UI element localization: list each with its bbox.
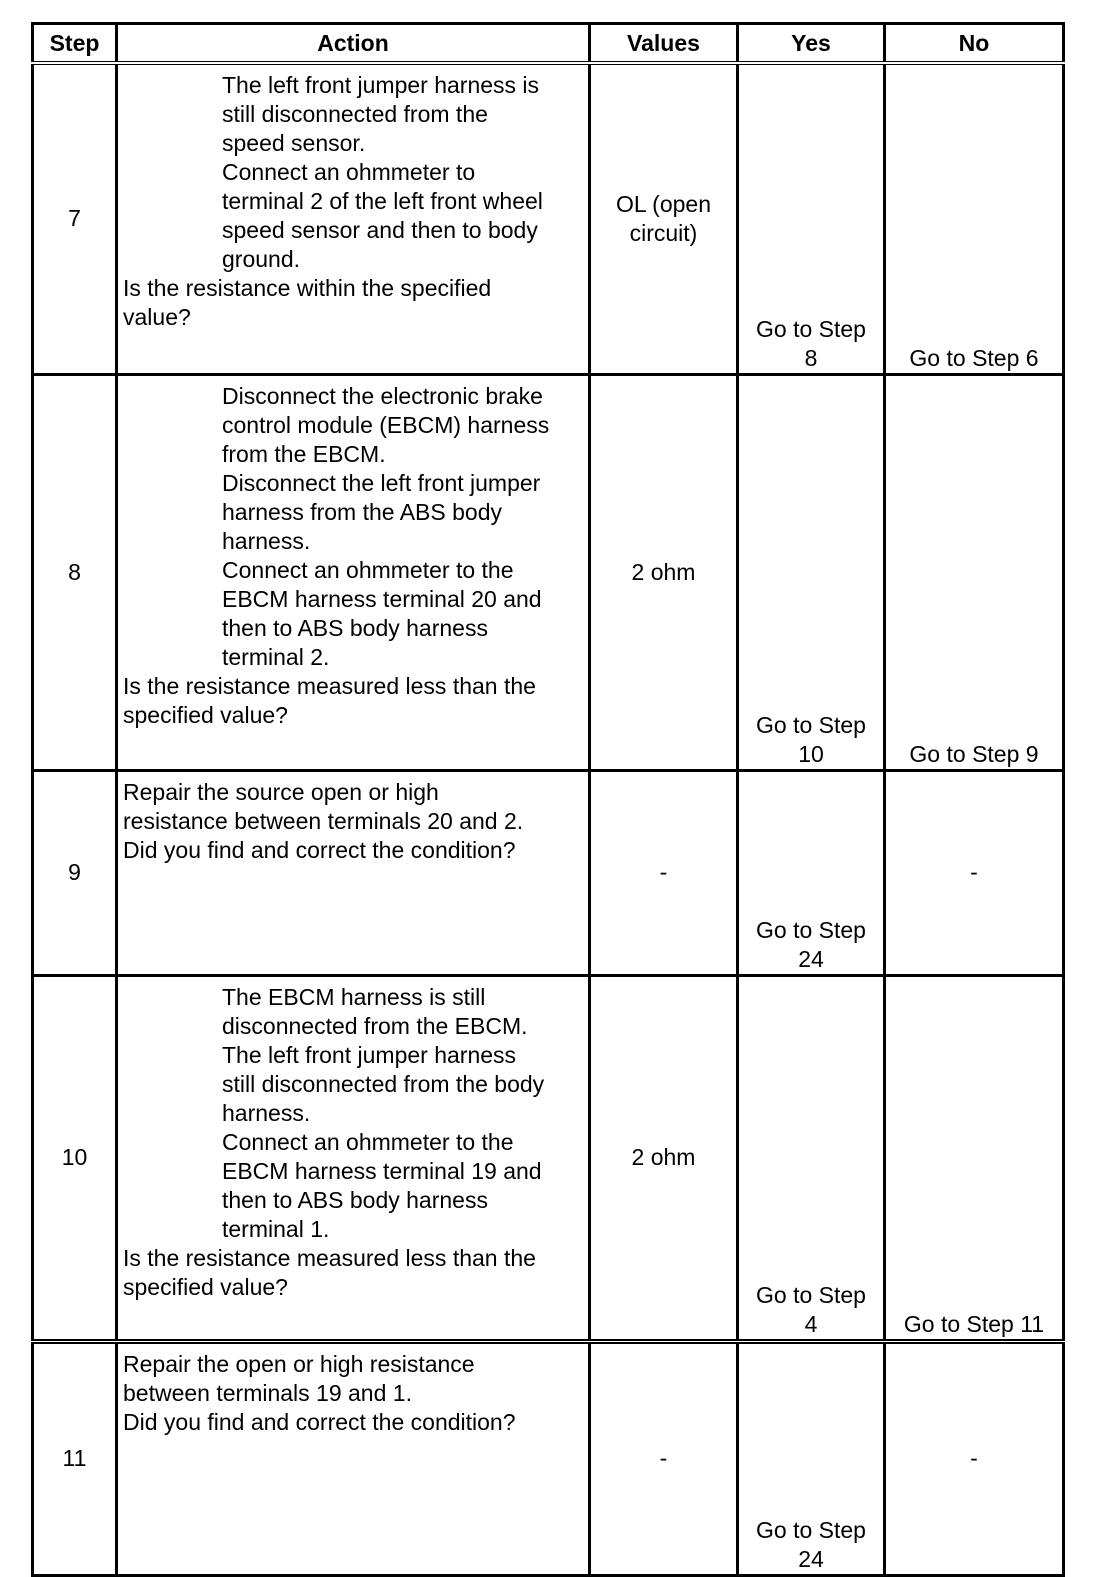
step-number: 10 bbox=[33, 975, 117, 1341]
header-row bbox=[33, 24, 1064, 64]
header-values: Values bbox=[590, 24, 738, 64]
action-cell bbox=[117, 374, 590, 770]
action-instructions: Repair the open or high resistance between terminals 19 and 1. bbox=[123, 1350, 475, 1406]
table-row-step-9 bbox=[33, 770, 1064, 975]
table-row-step-10 bbox=[33, 975, 1064, 1341]
action-question: Is the resistance measured less than the specified value? bbox=[123, 672, 536, 728]
header-yes: Yes bbox=[738, 24, 885, 64]
yes-cell: Go to Step 4 bbox=[738, 975, 885, 1341]
action-question: Did you find and correct the condition? bbox=[123, 836, 516, 863]
value-cell: 2 ohm bbox=[590, 374, 738, 770]
action-question: Did you find and correct the condition? bbox=[123, 1408, 516, 1435]
value-cell: 2 ohm bbox=[590, 975, 738, 1341]
step-number: 9 bbox=[33, 770, 117, 975]
action-cell bbox=[117, 770, 590, 975]
table-row-step-11 bbox=[33, 1341, 1064, 1575]
action-question: Is the resistance within the specified value? bbox=[123, 275, 492, 330]
yes-cell: Go to Step 24 bbox=[738, 1341, 885, 1575]
yes-cell: Go to Step 10 bbox=[738, 374, 885, 770]
no-cell: Go to Step 6 bbox=[885, 63, 1064, 374]
no-cell: - bbox=[885, 770, 1064, 975]
action-instructions: The EBCM harness is still disconnected from the EBCM. The left front jumper harness still disconnected from the body harness. Connect an ohmmeter to the EBCM harness terminal 19 and then to ABS body harness terminal 1. bbox=[222, 983, 545, 1242]
action-cell bbox=[117, 1341, 590, 1575]
action-cell bbox=[117, 63, 590, 374]
value-cell: OL (open circuit) bbox=[590, 63, 738, 374]
action-question: Is the resistance measured less than the specified value? bbox=[123, 1244, 536, 1300]
step-number: 8 bbox=[33, 374, 117, 770]
value-cell: - bbox=[590, 1341, 738, 1575]
step-number: 7 bbox=[33, 63, 117, 374]
diagnostic-table bbox=[31, 22, 1065, 1577]
no-cell: Go to Step 9 bbox=[885, 374, 1064, 770]
header-step: Step bbox=[33, 24, 117, 64]
header-action: Action bbox=[117, 24, 590, 64]
table-row-step-8 bbox=[33, 374, 1064, 770]
action-instructions: The left front jumper harness is still disconnected from the speed sensor. Connect an ohmmeter to terminal 2 of the left front wheel speed sensor and then to body ground. bbox=[222, 72, 543, 272]
action-cell bbox=[117, 975, 590, 1341]
no-cell: Go to Step 11 bbox=[885, 975, 1064, 1341]
action-instructions: Disconnect the electronic brake control module (EBCM) harness from the EBCM. Disconnect the left front jumper harness from the ABS body harness. Connect an ohmmeter to the EBCM harness terminal 20 and then to ABS body harness terminal 2. bbox=[222, 382, 550, 670]
step-number: 11 bbox=[33, 1341, 117, 1575]
table-row-step-7 bbox=[33, 63, 1064, 374]
no-cell: - bbox=[885, 1341, 1064, 1575]
yes-cell: Go to Step 8 bbox=[738, 63, 885, 374]
header-no: No bbox=[885, 24, 1064, 64]
yes-cell: Go to Step 24 bbox=[738, 770, 885, 975]
action-instructions: Repair the source open or high resistance between terminals 20 and 2. bbox=[123, 778, 524, 834]
value-cell: - bbox=[590, 770, 738, 975]
